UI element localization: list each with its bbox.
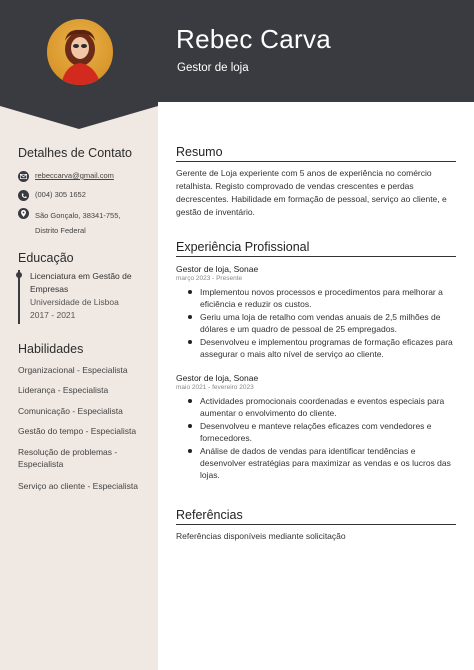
job-title: Gestor de loja, Sonae: [176, 373, 259, 383]
school-name: Universidade de Lisboa: [30, 297, 119, 307]
list-item: Desenvolveu e manteve relações eficazes com vendedores e fornecedores.: [200, 420, 458, 444]
skill-item: Organizacional - Especialista: [18, 365, 128, 375]
education-entry: [30, 270, 150, 322]
section-divider: [176, 256, 456, 257]
skill-item: Serviço ao cliente - Especialista: [18, 481, 139, 491]
phone-text: (004) 305 1652: [35, 190, 86, 199]
contact-heading: Detalhes de Contato: [18, 146, 132, 160]
skill-item: Comunicação - Especialista: [18, 406, 123, 416]
email-icon: [18, 171, 29, 182]
references-heading: Referências: [176, 508, 243, 522]
skill-item: Gestão do tempo - Especialista: [18, 426, 137, 436]
list-item: Actividades promocionais coordenadas e eventos especiais para aumentar o envolvimento do cliente.: [200, 395, 458, 419]
experience-heading: Experiência Profissional: [176, 240, 310, 254]
address-line-1: São Gonçalo, 38341-755,: [35, 211, 121, 220]
job-dates: março 2023 - Presente: [176, 275, 243, 282]
skills-heading: Habilidades: [18, 342, 84, 356]
avatar: [45, 17, 115, 87]
skill-item-line-2: Especialista: [18, 459, 64, 469]
list-item: Geriu uma loja de retalho com vendas anuais de 2,5 milhões de dólares e um quadro de pessoal de 25 empregados.: [200, 311, 458, 335]
job-dates: maio 2021 - fevereiro 2023: [176, 384, 254, 391]
references-text: Referências disponíveis mediante solicitação: [176, 531, 346, 541]
education-years: 2017 - 2021: [30, 310, 76, 320]
education-dot: [16, 272, 22, 278]
candidate-name: Rebec Carva: [176, 24, 332, 54]
contact-email[interactable]: [18, 171, 114, 182]
location-icon: [18, 208, 29, 219]
skill-item-line-1: Resolução de problemas -: [18, 447, 118, 457]
email-link[interactable]: rebeccarva@gmail.com: [35, 171, 114, 180]
summary-heading: Resumo: [176, 145, 223, 159]
skill-item: [18, 446, 153, 470]
section-divider: [176, 161, 456, 162]
degree-line-1: Licenciatura em Gestão de: [30, 271, 132, 281]
list-item: Desenvolveu e implementou programas de formação eficazes para assegurar o mais alto nível de serviço ao cliente.: [200, 336, 458, 360]
skill-item: Liderança - Especialista: [18, 385, 109, 395]
job-bullets: [200, 395, 458, 482]
summary-text: Gerente de Loja experiente com 5 anos de experiência no comércio retalhista. Registo comprovado de vendas crescentes e perdas decrescentes. Habilidade em formação de pessoal, serviço ao cliente, e gestão de inventário.: [176, 168, 447, 217]
job-bullets: [200, 286, 458, 361]
candidate-role: Gestor de loja: [177, 62, 249, 74]
header-chevron: [0, 101, 158, 131]
phone-icon: [18, 190, 29, 201]
list-item: Análise de dados de vendas para identificar tendências e desenvolver estratégias para maximizar as vendas e os lucros das lojas.: [200, 445, 458, 481]
section-divider: [176, 524, 456, 525]
education-heading: Educação: [18, 251, 74, 265]
education-timeline: [18, 270, 20, 324]
address-line-2: Distrito Federal: [35, 226, 86, 235]
contact-address: [18, 208, 120, 238]
degree-line-2: Empresas: [30, 284, 69, 294]
job-title: Gestor de loja, Sonae: [176, 264, 259, 274]
list-item: Implementou novos processos e procedimentos para melhorar a eficiência e reduzir os custos.: [200, 286, 458, 310]
contact-phone: [18, 190, 86, 201]
